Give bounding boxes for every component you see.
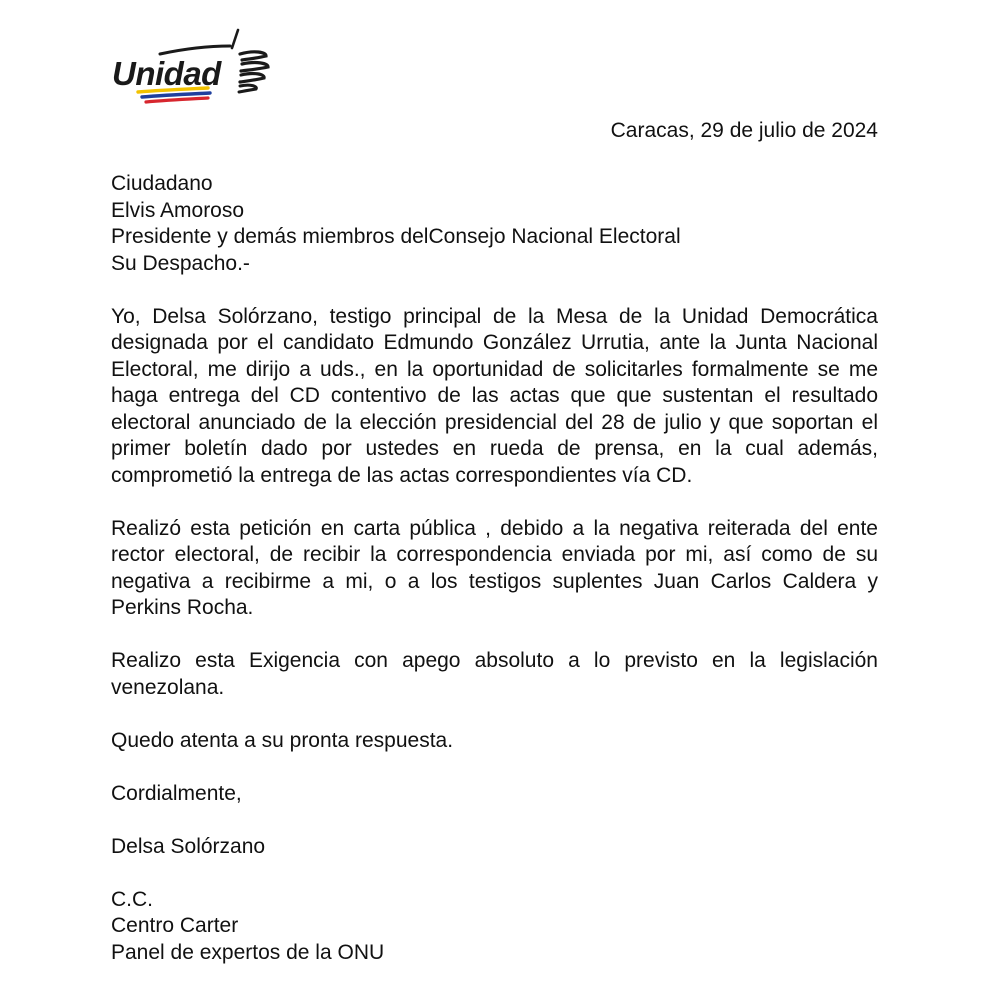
cc-block [111, 887, 878, 967]
addressee-block [111, 171, 878, 277]
addressee-line: Elvis Amoroso [111, 198, 245, 222]
body-paragraph: Yo, Delsa Solórzano, testigo principal de la Mesa de la Unidad Democrática designada por el candidato Edmundo González Urrutia, ante la Junta Nacional Electoral, me dirijo a uds., en la oportunidad de solicitarles formalmente se me haga entrega del CD contentivo de las actas que que sustentan el resultado electoral anunciado de la elección presidencial del 28 de julio y que soportan el primer boletín dado por ustedes en rueda de prensa, en la cual además, comprometió la entrega de las actas correspondientes vía CD. [111, 304, 878, 487]
signature-name: Delsa Solórzano [111, 834, 266, 858]
addressee-line: Presidente y demás miembros delConsejo Nacional Electoral [111, 225, 681, 248]
closing-request: Quedo atenta a su pronta respuesta. [111, 728, 454, 752]
cc-line: Panel de expertos de la ONU [111, 940, 385, 964]
unidad-logo-text: Unidad [112, 55, 221, 92]
addressee-line: Ciudadano [111, 172, 213, 195]
salutation: Cordialmente, [111, 781, 242, 805]
body-paragraph: Realizo esta Exigencia con apego absoluto a lo previsto en la legislación venezolana. [111, 649, 878, 699]
unidad-logo [108, 24, 278, 106]
body-paragraph: Realizó esta petición en carta pública , debido a la negativa reiterada del ente rector electoral, de recibir la correspondencia enviada por mi, así como de su negativa a recibirme a mi, o a los testigos suplentes Juan Carlos Caldera y Perkins Rocha. [111, 516, 878, 619]
cc-line: C.C. [111, 887, 153, 911]
addressee-line: Su Despacho.- [111, 251, 250, 275]
letter-body [111, 171, 878, 966]
letter-date: Caracas, 29 de julio de 2024 [610, 119, 878, 142]
cc-line: Centro Carter [111, 914, 239, 937]
